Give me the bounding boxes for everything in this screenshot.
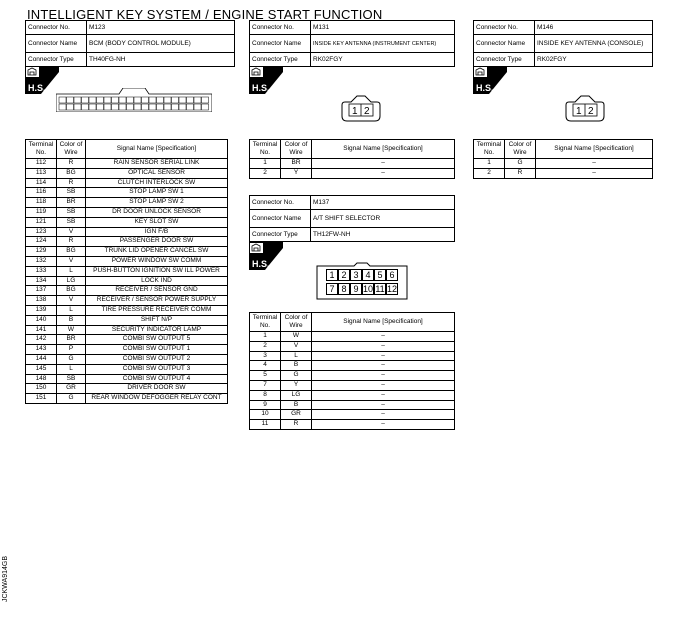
terminal-number: 1 — [250, 332, 281, 342]
pin-cell — [89, 97, 96, 103]
signal-name: – — [312, 361, 455, 371]
terminal-number: 150 — [26, 384, 57, 394]
pin-label: 3 — [350, 269, 362, 281]
table-row — [250, 361, 455, 371]
table-row — [26, 384, 228, 394]
terminal-number: 11 — [250, 420, 281, 430]
table-row — [26, 325, 228, 335]
table-row — [26, 286, 228, 296]
pin-cell — [179, 97, 186, 103]
pin-cell — [149, 104, 156, 110]
connector-face-m131 — [340, 94, 382, 124]
value-connector-name: A/T SHIFT SELECTOR — [311, 210, 455, 228]
wire-color: BG — [57, 168, 86, 178]
value-connector-type: RK02FGY — [535, 53, 653, 67]
connector-face-m146 — [564, 94, 606, 124]
table-row — [26, 159, 228, 169]
header-color-of-wire: Color of Wire — [57, 140, 86, 159]
label-connector-type: Connector Type — [474, 53, 535, 67]
table-row — [26, 296, 228, 306]
pin-label: 10 — [363, 284, 374, 294]
signal-name: STOP LAMP SW 2 — [86, 198, 228, 208]
signal-name: DR DOOR UNLOCK SENSOR — [86, 207, 228, 217]
signal-name: COMBI SW OUTPUT 3 — [86, 364, 228, 374]
terminal-number: 119 — [26, 207, 57, 217]
signal-name: – — [312, 380, 455, 390]
terminal-number: 151 — [26, 394, 57, 404]
table-row — [250, 341, 455, 351]
wire-color: B — [281, 400, 312, 410]
signal-name: REAR WINDOW DEFOGGER RELAY CONT — [86, 394, 228, 404]
figure-code: JCKWA914GB — [2, 556, 9, 603]
signal-name: SECURITY INDICATOR LAMP — [86, 325, 228, 335]
terminal-number: 10 — [250, 410, 281, 420]
signal-name: PASSENGER DOOR SW — [86, 237, 228, 247]
harness-side-icon — [25, 66, 59, 94]
terminal-number: 8 — [250, 390, 281, 400]
pin-cell — [97, 104, 104, 110]
signal-name: IGN F/B — [86, 227, 228, 237]
header-color-of-wire: Color of Wire — [505, 140, 536, 159]
signal-name: RECEIVER / SENSOR POWER SUPPLY — [86, 296, 228, 306]
label-connector-name: Connector Name — [250, 35, 311, 53]
pin-cell — [172, 97, 179, 103]
pin-cell — [202, 104, 209, 110]
wire-color: R — [57, 237, 86, 247]
wire-color: LG — [57, 276, 86, 286]
hs-label: H.S. — [28, 83, 46, 93]
terminal-number: 133 — [26, 266, 57, 276]
terminal-number: 123 — [26, 227, 57, 237]
terminal-number: 138 — [26, 296, 57, 306]
signal-name: OPTICAL SENSOR — [86, 168, 228, 178]
signal-name: – — [312, 168, 455, 178]
table-row — [474, 159, 653, 169]
terminal-number: 118 — [26, 198, 57, 208]
signal-name: – — [312, 341, 455, 351]
signal-name: – — [312, 371, 455, 381]
terminal-number: 7 — [250, 380, 281, 390]
terminal-number: 2 — [250, 168, 281, 178]
pin-cell — [164, 97, 171, 103]
signal-name: SHIFT N/P — [86, 315, 228, 325]
pin-cell — [157, 104, 164, 110]
terminal-number: 145 — [26, 364, 57, 374]
value-connector-type: RK02FGY — [311, 53, 455, 67]
pin-label: 7 — [326, 283, 338, 295]
signal-name: – — [312, 332, 455, 342]
table-row — [250, 390, 455, 400]
terminal-number: 113 — [26, 168, 57, 178]
wire-color: SB — [57, 217, 86, 227]
wire-color: P — [57, 345, 86, 355]
pin-cell — [187, 104, 194, 110]
pin-label: 4 — [362, 269, 374, 281]
table-row — [250, 420, 455, 430]
pin-cell — [97, 97, 104, 103]
pin-cell — [112, 97, 119, 103]
wire-color: GR — [281, 410, 312, 420]
label-connector-no: Connector No. — [26, 21, 87, 35]
label-connector-no: Connector No. — [474, 21, 535, 35]
wire-color: GR — [57, 384, 86, 394]
pin-cell — [119, 97, 126, 103]
header-signal-name: Signal Name [Specification] — [536, 140, 653, 159]
terminal-number: 1 — [250, 159, 281, 169]
terminal-number: 139 — [26, 305, 57, 315]
table-row — [26, 364, 228, 374]
pin-cell — [157, 97, 164, 103]
pin-cell — [194, 104, 201, 110]
label-connector-no: Connector No. — [250, 21, 311, 35]
wire-color: R — [281, 420, 312, 430]
pin-label: 1 — [576, 106, 582, 117]
wire-color: L — [57, 266, 86, 276]
wire-color: BR — [281, 159, 312, 169]
wire-color: BR — [57, 335, 86, 345]
terminal-number: 143 — [26, 345, 57, 355]
terminal-number: 4 — [250, 361, 281, 371]
pin-cell — [89, 104, 96, 110]
terminal-number: 141 — [26, 325, 57, 335]
hs-label: H.S. — [476, 83, 494, 93]
pin-cell — [104, 97, 111, 103]
table-row — [26, 256, 228, 266]
signal-name: – — [312, 390, 455, 400]
wire-color: G — [281, 371, 312, 381]
page-title: INTELLIGENT KEY SYSTEM / ENGINE START FUNCTION — [27, 7, 383, 22]
pin-cell — [134, 97, 141, 103]
wire-color: R — [57, 159, 86, 169]
terminal-number: 142 — [26, 335, 57, 345]
signal-name: STOP LAMP SW 1 — [86, 188, 228, 198]
label-connector-name: Connector Name — [250, 210, 311, 228]
wire-color: SB — [57, 188, 86, 198]
pin-cell — [67, 97, 74, 103]
harness-side-icon — [473, 66, 507, 94]
table-row — [250, 159, 455, 169]
pin-cell — [134, 104, 141, 110]
connector-info-m131 — [249, 20, 455, 67]
signal-name: POWER WINDOW SW COMM — [86, 256, 228, 266]
table-row — [26, 266, 228, 276]
table-row — [474, 168, 653, 178]
signal-name: LOCK IND — [86, 276, 228, 286]
table-row — [26, 237, 228, 247]
connector-info-m137 — [249, 195, 455, 242]
wire-color: BG — [57, 286, 86, 296]
terminal-number: 112 — [26, 159, 57, 169]
value-connector-name: BCM (BODY CONTROL MODULE) — [87, 35, 235, 53]
harness-side-icon — [249, 66, 283, 94]
signal-name: – — [312, 420, 455, 430]
wire-color: W — [57, 325, 86, 335]
wire-color: R — [57, 178, 86, 188]
wire-color: B — [281, 361, 312, 371]
terminal-table-m146 — [473, 139, 653, 179]
header-color-of-wire: Color of Wire — [281, 313, 312, 332]
signal-name: COMBI SW OUTPUT 1 — [86, 345, 228, 355]
signal-name: DRIVER DOOR SW — [86, 384, 228, 394]
signal-name: TRUNK LID OPENER CANCEL SW — [86, 247, 228, 257]
signal-name: COMBI SW OUTPUT 5 — [86, 335, 228, 345]
connector-face-m137 — [316, 262, 408, 300]
header-color-of-wire: Color of Wire — [281, 140, 312, 159]
signal-name: RECEIVER / SENSOR GND — [86, 286, 228, 296]
header-terminal-no: Terminal No. — [250, 140, 281, 159]
table-row — [250, 410, 455, 420]
table-row — [26, 247, 228, 257]
wire-color: R — [505, 168, 536, 178]
terminal-number: 140 — [26, 315, 57, 325]
pin-cell — [104, 104, 111, 110]
table-row — [250, 371, 455, 381]
wire-color: BR — [57, 198, 86, 208]
pin-label: 9 — [350, 283, 362, 295]
terminal-number: 1 — [474, 159, 505, 169]
pin-cell — [179, 104, 186, 110]
pin-cell — [127, 97, 134, 103]
pin-cell — [149, 97, 156, 103]
table-row — [26, 227, 228, 237]
value-connector-no: M137 — [311, 196, 455, 210]
terminal-number: 116 — [26, 188, 57, 198]
label-connector-type: Connector Type — [26, 53, 87, 67]
wire-color: G — [57, 394, 86, 404]
pin-cell — [59, 97, 66, 103]
table-row — [26, 315, 228, 325]
signal-name: – — [536, 168, 653, 178]
value-connector-no: M123 — [87, 21, 235, 35]
wire-color: B — [57, 315, 86, 325]
table-row — [26, 178, 228, 188]
signal-name: COMBI SW OUTPUT 2 — [86, 354, 228, 364]
pin-label: 1 — [352, 106, 358, 117]
table-row — [250, 168, 455, 178]
table-row — [250, 332, 455, 342]
terminal-number: 5 — [250, 371, 281, 381]
wire-color: L — [57, 364, 86, 374]
terminal-number: 2 — [474, 168, 505, 178]
header-terminal-no: Terminal No. — [474, 140, 505, 159]
harness-side-icon — [249, 242, 283, 270]
pin-label: 2 — [588, 106, 594, 117]
pin-cell — [194, 97, 201, 103]
table-row — [26, 207, 228, 217]
terminal-number: 124 — [26, 237, 57, 247]
terminal-number: 137 — [26, 286, 57, 296]
pin-cell — [202, 97, 209, 103]
table-row — [26, 276, 228, 286]
terminal-number: 134 — [26, 276, 57, 286]
header-signal-name: Signal Name [Specification] — [312, 313, 455, 332]
signal-name: – — [536, 159, 653, 169]
value-connector-type: TH12FW-NH — [311, 228, 455, 242]
signal-name: COMBI SW OUTPUT 4 — [86, 374, 228, 384]
pin-cell — [127, 104, 134, 110]
hs-label: H.S. — [252, 259, 270, 269]
pin-cell — [119, 104, 126, 110]
table-row — [26, 188, 228, 198]
pin-label: 12 — [387, 284, 398, 294]
wire-color: L — [57, 305, 86, 315]
signal-name: – — [312, 410, 455, 420]
signal-name: RAIN SENSOR SERIAL LINK — [86, 159, 228, 169]
terminal-table-m137 — [249, 312, 455, 430]
table-row — [26, 394, 228, 404]
signal-name: – — [312, 159, 455, 169]
wire-color: L — [281, 351, 312, 361]
wire-color: SB — [57, 207, 86, 217]
header-terminal-no: Terminal No. — [26, 140, 57, 159]
pin-label: 5 — [374, 269, 386, 281]
table-row — [26, 305, 228, 315]
table-row — [26, 354, 228, 364]
wire-color: Y — [281, 168, 312, 178]
terminal-table-m123 — [25, 139, 228, 404]
pin-cell — [82, 97, 89, 103]
wire-color: BG — [57, 247, 86, 257]
pin-label: 2 — [338, 269, 350, 281]
pin-label: 8 — [338, 283, 350, 295]
pin-cell — [74, 97, 81, 103]
wire-color: G — [57, 354, 86, 364]
table-row — [26, 374, 228, 384]
pin-label: 1 — [326, 269, 338, 281]
terminal-number: 9 — [250, 400, 281, 410]
wire-color: Y — [281, 380, 312, 390]
connector-info-m146 — [473, 20, 653, 67]
header-terminal-no: Terminal No. — [250, 313, 281, 332]
signal-name: – — [312, 351, 455, 361]
terminal-number: 121 — [26, 217, 57, 227]
pin-label: 6 — [386, 269, 398, 281]
hs-label: H.S. — [252, 83, 270, 93]
pin-cell — [82, 104, 89, 110]
signal-name: TIRE PRESSURE RECEIVER COMM — [86, 305, 228, 315]
table-row — [26, 168, 228, 178]
pin-cell — [67, 104, 74, 110]
wire-color: V — [281, 341, 312, 351]
table-row — [26, 198, 228, 208]
wire-color: V — [57, 296, 86, 306]
wire-color: W — [281, 332, 312, 342]
pin-cell — [112, 104, 119, 110]
connector-face-m123 — [56, 88, 212, 112]
pin-label: 11 — [375, 284, 385, 294]
table-row — [250, 351, 455, 361]
header-signal-name: Signal Name [Specification] — [86, 140, 228, 159]
label-connector-name: Connector Name — [474, 35, 535, 53]
label-connector-no: Connector No. — [250, 196, 311, 210]
table-row — [26, 217, 228, 227]
label-connector-name: Connector Name — [26, 35, 87, 53]
value-connector-type: TH40FG-NH — [87, 53, 235, 67]
signal-name: PUSH-BUTTON IGNITION SW ILL POWER — [86, 266, 228, 276]
value-connector-name: INSIDE KEY ANTENNA (CONSOLE) — [535, 35, 653, 53]
signal-name: – — [312, 400, 455, 410]
signal-name: CLUTCH INTERLOCK SW — [86, 178, 228, 188]
table-row — [250, 400, 455, 410]
pin-cell — [74, 104, 81, 110]
connector-info-m123 — [25, 20, 235, 67]
pin-cell — [172, 104, 179, 110]
terminal-number: 132 — [26, 256, 57, 266]
pin-cell — [142, 104, 149, 110]
header-signal-name: Signal Name [Specification] — [312, 140, 455, 159]
terminal-number: 114 — [26, 178, 57, 188]
wire-color: SB — [57, 374, 86, 384]
pin-cell — [187, 97, 194, 103]
pin-label: 2 — [364, 106, 370, 117]
terminal-number: 2 — [250, 341, 281, 351]
wire-color: V — [57, 227, 86, 237]
pin-cell — [164, 104, 171, 110]
pin-cell — [59, 104, 66, 110]
terminal-number: 144 — [26, 354, 57, 364]
terminal-table-m131 — [249, 139, 455, 179]
wire-color: G — [505, 159, 536, 169]
label-connector-type: Connector Type — [250, 228, 311, 242]
signal-name: KEY SLOT SW — [86, 217, 228, 227]
table-row — [26, 335, 228, 345]
table-row — [26, 345, 228, 355]
terminal-number: 148 — [26, 374, 57, 384]
terminal-number: 3 — [250, 351, 281, 361]
label-connector-type: Connector Type — [250, 53, 311, 67]
wire-color: LG — [281, 390, 312, 400]
table-row — [250, 380, 455, 390]
pin-cell — [142, 97, 149, 103]
wire-color: V — [57, 256, 86, 266]
value-connector-no: M146 — [535, 21, 653, 35]
value-connector-no: M131 — [311, 21, 455, 35]
terminal-number: 129 — [26, 247, 57, 257]
value-connector-name: INSIDE KEY ANTENNA (INSTRUMENT CENTER) — [311, 35, 455, 53]
